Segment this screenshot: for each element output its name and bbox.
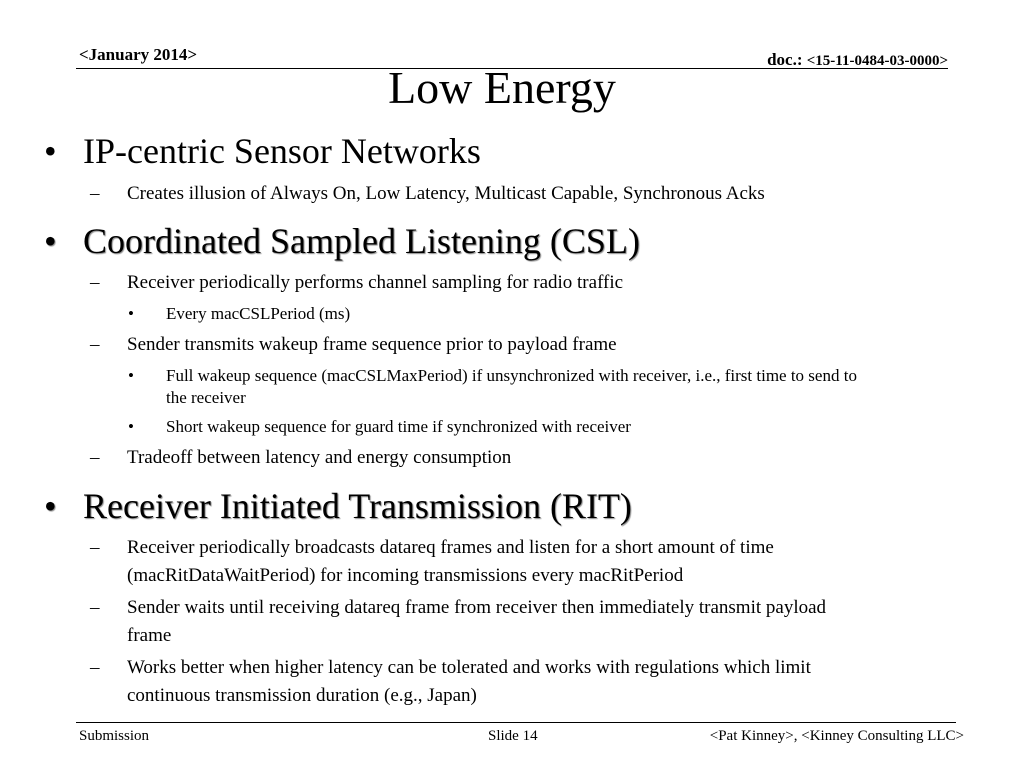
- sub-bullet-text: Sender transmits wakeup frame sequence prior to payload frame: [127, 334, 617, 355]
- footer-author: <Pat Kinney>, <Kinney Consulting LLC>: [709, 728, 964, 744]
- sub-bullet-text-line2: continuous transmission duration (e.g., Japan): [127, 685, 477, 706]
- bullet-marker: •: [44, 486, 57, 526]
- dash-marker: –: [90, 334, 100, 355]
- dash-marker: –: [90, 537, 100, 558]
- sub-bullet-text-line2: frame: [127, 625, 172, 646]
- sub-bullet-text: Creates illusion of Always On, Low Latency, Multicast Capable, Synchronous Acks: [127, 183, 765, 204]
- sub-bullet-text-line1: Receiver periodically broadcasts datareq frames and listen for a short amount of time: [127, 537, 774, 558]
- doc-number: <15-11-0484-03-0000>: [806, 53, 948, 69]
- dash-marker: –: [90, 183, 100, 204]
- sub-bullet-text-line1: Sender waits until receiving datareq frame from receiver then immediately transmit payload: [127, 597, 827, 618]
- bullet-marker: •: [128, 417, 134, 436]
- footer-submission: Submission: [79, 728, 150, 744]
- bullet-text: Receiver Initiated Transmission (RIT): [83, 486, 632, 526]
- doc-label: doc.:: [767, 50, 807, 69]
- bullet-marker: •: [44, 131, 57, 171]
- footer-divider: [76, 722, 956, 723]
- third-bullet-text-line1: Full wakeup sequence (macCSLMaxPeriod) if unsynchronized with receiver, i.e., first time to send to: [166, 366, 857, 385]
- sub-bullet-text: Receiver periodically performs channel sampling for radio traffic: [127, 272, 624, 293]
- third-bullet-text: Every macCSLPeriod (ms): [166, 304, 351, 323]
- footer-slide-number: Slide 14: [488, 728, 538, 744]
- dash-marker: –: [90, 597, 100, 618]
- sub-bullet-text-line1: Works better when higher latency can be tolerated and works with regulations which limit: [127, 657, 811, 678]
- dash-marker: –: [90, 272, 100, 293]
- slide-title: Low Energy: [388, 62, 616, 113]
- bullet-marker: •: [128, 304, 134, 323]
- bullet-text: IP-centric Sensor Networks: [83, 131, 481, 171]
- sub-bullet-text: Tradeoff between latency and energy consumption: [127, 447, 512, 468]
- third-bullet-text: Short wakeup sequence for guard time if synchronized with receiver: [166, 417, 631, 436]
- dash-marker: –: [90, 657, 100, 678]
- sub-bullet-text-line2: (macRitDataWaitPeriod) for incoming transmissions every macRitPeriod: [127, 565, 684, 586]
- bullet-text: Coordinated Sampled Listening (CSL): [83, 221, 640, 261]
- header-date: <January 2014>: [79, 45, 198, 64]
- dash-marker: –: [90, 447, 100, 468]
- bullet-marker: •: [128, 366, 134, 385]
- third-bullet-text-line2: the receiver: [166, 388, 246, 407]
- bullet-marker: •: [44, 221, 57, 261]
